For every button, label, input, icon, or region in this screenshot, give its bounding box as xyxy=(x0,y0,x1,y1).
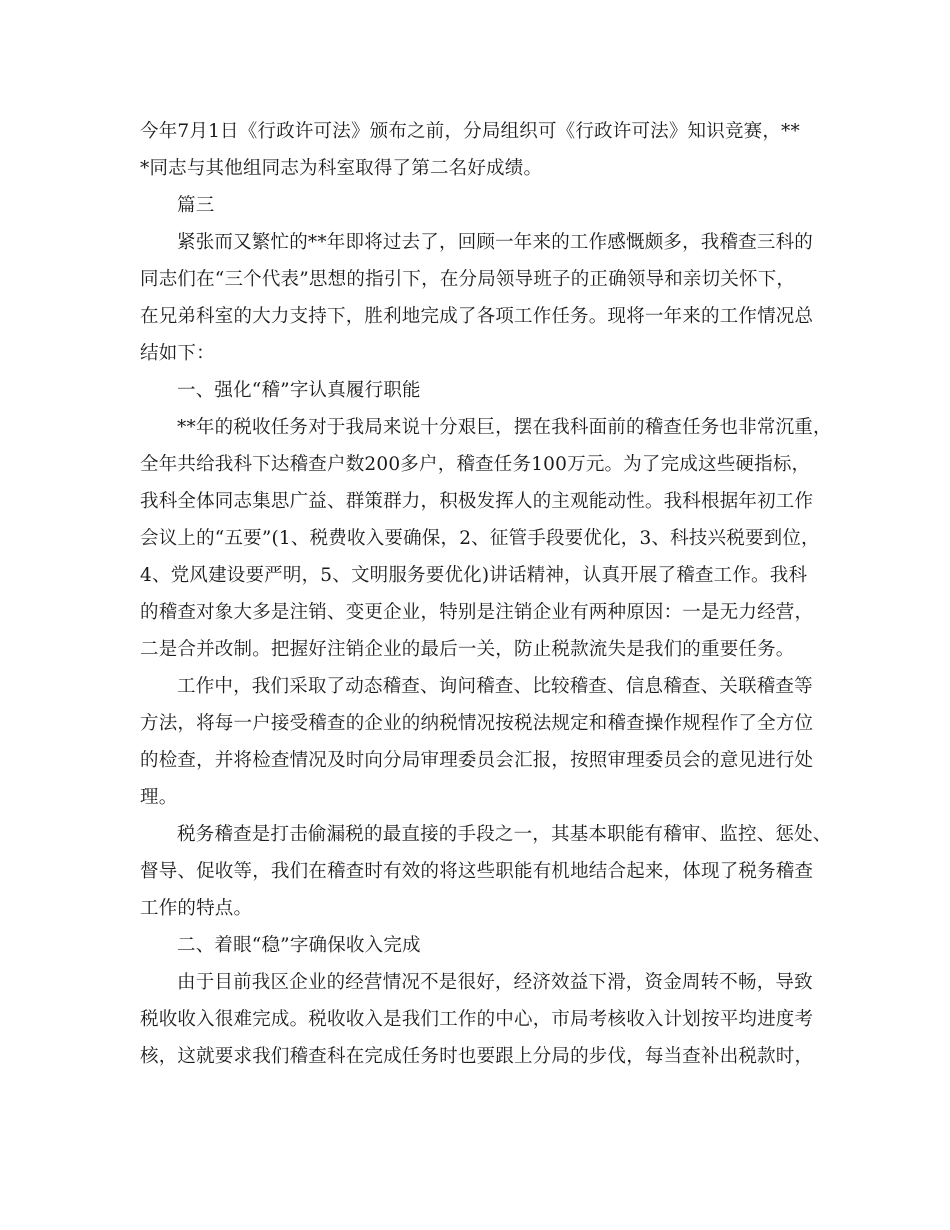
text-line: 我科全体同志集思广益、群策群力，积极发挥人的主观能动性。我科根据年初工作 xyxy=(140,491,814,512)
text-line: 的检查，并将检查情况及时向分局审理委员会汇报，按照审理委员会的意见进行处 xyxy=(140,750,814,771)
section-heading: 二、着眼“稳”字确保收入完成 xyxy=(177,935,421,956)
text-line: 在兄弟科室的大力支持下，胜利地完成了各项工作任务。现将一年来的工作情况总 xyxy=(140,306,814,327)
section-heading: 一、强化“稽”字认真履行职能 xyxy=(177,380,421,401)
text-line: 税务稽查是打击偷漏税的最直接的手段之一，其基本职能有稽审、监控、惩处、 xyxy=(177,824,832,845)
text-line: 4、党风建设要严明，5、文明服务要优化)讲话精神，认真开展了稽查工作。我科 xyxy=(140,565,808,586)
text-line: 今年7月1日《行政许可法》颁布之前，分局组织可《行政许可法》知识竞赛，** xyxy=(140,121,800,142)
text-line: 工作的特点。 xyxy=(140,898,253,919)
text-line: *同志与其他组同志为科室取得了第二名好成绩。 xyxy=(140,158,543,179)
text-line: 理。 xyxy=(140,787,178,808)
text-line: 税收收入很难完成。税收收入是我们工作的中心，市局考核收入计划按平均进度考 xyxy=(140,1009,814,1030)
text-line: 全年共给我科下达稽查户数200多户，稽查任务100万元。为了完成这些硬指标， xyxy=(140,454,811,475)
text-line: 核，这就要求我们稽查科在完成任务时也要跟上分局的步伐，每当查补出税款时， xyxy=(140,1046,814,1067)
section-heading: 篇三 xyxy=(177,195,215,216)
text-line: **年的税收任务对于我局来说十分艰巨，摆在我科面前的稽查任务也非常沉重， xyxy=(177,417,832,438)
text-line: 同志们在“三个代表”思想的指引下，在分局领导班子的正确领导和亲切关怀下， xyxy=(140,269,796,290)
text-line: 由于目前我区企业的经营情况不是很好，经济效益下滑，资金周转不畅，导致 xyxy=(177,972,813,993)
text-line: 会议上的“五要”(1、税费收入要确保，2、征管手段要优化，3、科技兴税要到位， xyxy=(140,528,820,549)
text-line: 的稽查对象大多是注销、变更企业，特别是注销企业有两种原因：一是无力经营， xyxy=(140,602,814,623)
text-line: 紧张而又繁忙的**年即将过去了，回顾一年来的工作感慨颇多，我稽查三科的 xyxy=(177,232,814,253)
text-line: 二是合并改制。把握好注销企业的最后一关，防止税款流失是我们的重要任务。 xyxy=(140,639,795,660)
text-line: 结如下： xyxy=(140,343,215,364)
text-line: 方法，将每一户接受稽查的企业的纳税情况按税法规定和稽查操作规程作了全方位 xyxy=(140,713,814,734)
text-line: 工作中，我们采取了动态稽查、询问稽查、比较稽查、信息稽查、关联稽查等 xyxy=(177,676,813,697)
text-line: 督导、促收等，我们在稽查时有效的将这些职能有机地结合起来，体现了税务稽查 xyxy=(140,861,814,882)
